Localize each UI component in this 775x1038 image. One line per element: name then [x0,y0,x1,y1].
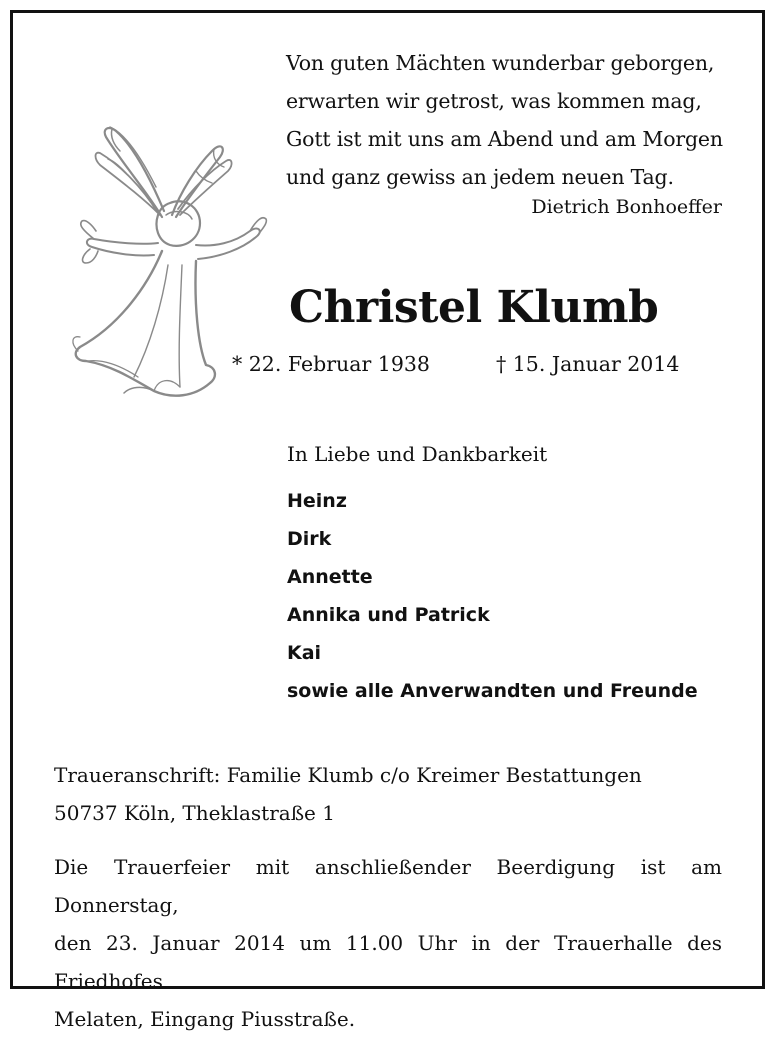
service-line-3: Melaten, Eingang Piusstraße. [54,1007,356,1031]
funeral-service-info [54,848,722,1038]
death-date: † 15. Januar 2014 [496,352,680,376]
deceased-name: Christel Klumb [289,282,659,333]
poem-author: Dietrich Bonhoeffer [531,196,722,218]
poem-line-2: erwarten wir getrost, was kommen mag, [286,89,702,113]
service-line-1: Die Trauerfeier mit anschließender Beerdigung ist am Donnerstag, [54,855,722,917]
mourning-address [54,756,642,832]
mourner-name: Heinz [287,490,347,512]
service-line-2: den 23. Januar 2014 um 11.00 Uhr in der Trauerhalle des Friedhofes [54,931,722,993]
mourners-list [287,482,698,710]
mourners-intro: In Liebe und Dankbarkeit [287,442,548,466]
poem-line-1: Von guten Mächten wunderbar geborgen, [286,51,715,75]
poem [286,44,726,196]
poem-line-3: Gott ist mit uns am Abend und am Morgen [286,127,723,151]
mourner-name: sowie alle Anverwandten und Freunde [287,680,698,702]
mourner-name: Annette [287,566,373,588]
mourner-name: Kai [287,642,322,664]
address-line-1: Traueranschrift: Familie Klumb c/o Kreimer Bestattungen [54,763,642,787]
mourner-name: Dirk [287,528,332,550]
mourner-name: Annika und Patrick [287,604,490,626]
poem-line-4: und ganz gewiss an jedem neuen Tag. [286,165,674,189]
address-line-2: 50737 Köln, Theklastraße 1 [54,801,335,825]
birth-date: * 22. Februar 1938 [232,352,430,376]
